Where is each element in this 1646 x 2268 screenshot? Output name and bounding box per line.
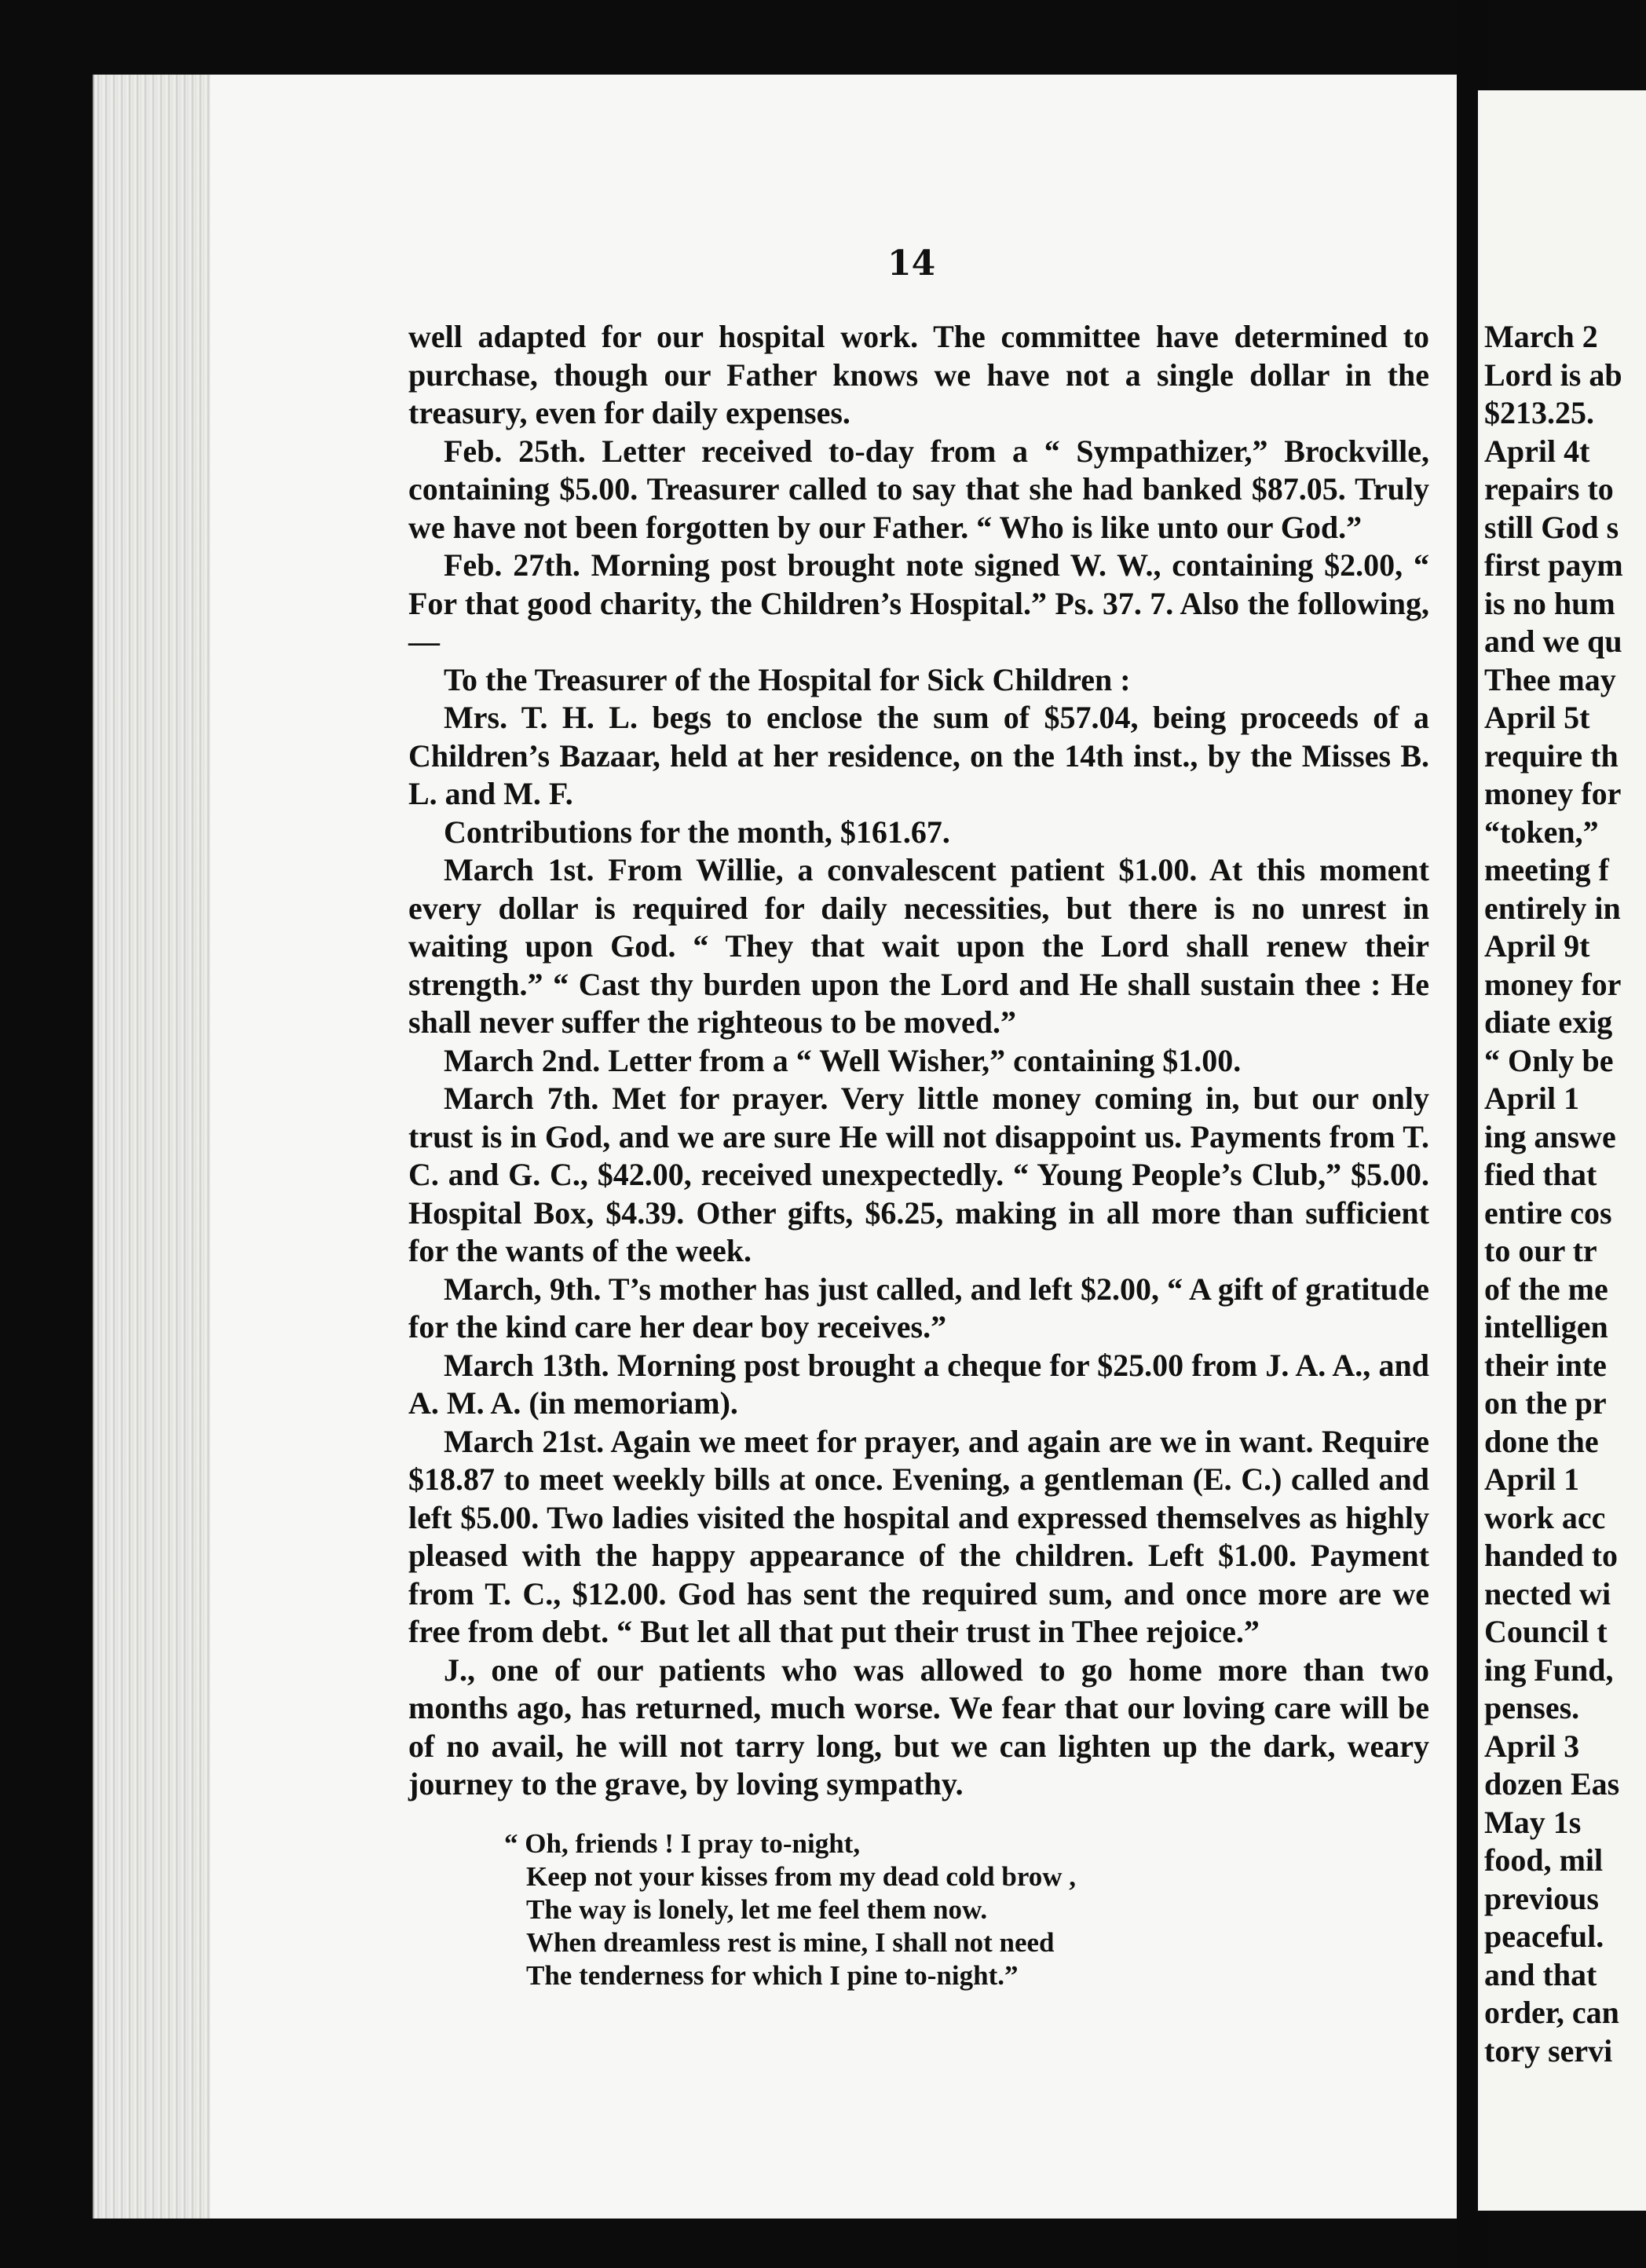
paragraph: March 13th. Morning post brought a cheque for $25.00 from J. A. A., and A. M. A. (in memoriam). <box>408 1347 1429 1421</box>
right-page-line: is no hum <box>1484 585 1615 621</box>
paragraph: J., one of our patients who was allowed to go home more than two months ago, has returned, much worse. We fear that our loving care will be of no avail, he will not tarry long, but we can lighten up the dark, weary journey to the grave, by loving sympathy. <box>408 1652 1429 1802</box>
paragraph: March, 9th. T’s mother has just called, and left $2.00, “ A gift of gratitude for the kind care her dear boy receives.” <box>408 1271 1429 1344</box>
right-page-line: $213.25. <box>1484 395 1594 430</box>
paragraph: Contributions for the month, $161.67. <box>444 814 950 850</box>
right-page-line: on the pr <box>1484 1385 1607 1421</box>
right-page-line: order, can <box>1484 1995 1619 2030</box>
poem <box>408 1827 1429 1992</box>
right-page-line: ing answe <box>1484 1118 1616 1154</box>
paragraph: Mrs. T. H. L. begs to enclose the sum of $57.04, being proceeds of a Children’s Bazaar, held at her residence, on the 14th inst., by the Misses B. L. and M. F. <box>408 700 1429 811</box>
right-page-line: of the me <box>1484 1271 1608 1307</box>
right-page-line: first paym <box>1484 547 1623 583</box>
right-page-line: previous <box>1484 1880 1599 1916</box>
right-page-line: Lord is ab <box>1484 357 1622 393</box>
right-page-line: April 9t <box>1484 928 1590 964</box>
poem-line: The tenderness for which I pine to-night.” <box>526 1959 1019 1991</box>
paragraph: Feb. 27th. Morning post brought note signed W. W., containing $2.00, “ For that good charity, the Children’s Hospital.” Ps. 37. 7. Also the following,— <box>408 547 1429 659</box>
right-page-line: money for <box>1484 966 1622 1002</box>
poem-line: “ Oh, friends ! I pray to-night, <box>504 1827 861 1859</box>
right-page-line: “token,” <box>1484 814 1599 850</box>
right-page-line: April 3 <box>1484 1728 1580 1764</box>
poem-line: When dreamless rest is mine, I shall not need <box>526 1926 1055 1958</box>
right-page-line: repairs to <box>1484 471 1614 507</box>
right-page-line: still God s <box>1484 509 1619 545</box>
right-page-line: tory servi <box>1484 2032 1613 2069</box>
right-page-line: money for <box>1484 776 1622 811</box>
right-page-line: done the <box>1484 1423 1599 1459</box>
paragraph: March 2nd. Letter from a “ Well Wisher,” containing $1.00. <box>444 1042 1242 1078</box>
right-page-line: handed to <box>1484 1538 1619 1573</box>
right-page-line: dozen Eas <box>1484 1766 1620 1802</box>
right-page-line: require th <box>1484 737 1619 774</box>
paragraph: March 7th. Met for prayer. Very little money coming in, but our only trust is in God, and we are sure He will not disappoint us. Payments from T. C. and G. C., $42.00, received unexpectedly. “ Young People’s Club,” $5.00. Hospital Box, $4.39. Other gifts, $6.25, making in all more than sufficient for the wants of the week. <box>408 1081 1429 1268</box>
main-text-column <box>408 318 1429 1992</box>
right-page-line: intelligen <box>1484 1309 1608 1344</box>
paragraph: March 1st. From Willie, a convalescent patient $1.00. At this moment every dollar is required for daily necessities, but there is no unrest in waiting upon God. “ They that wait upon the Lord shall renew their strength.” “ Cast thy burden upon the Lord and He shall sustain thee : He shall never suffer the righteous to be moved.” <box>408 852 1429 1040</box>
right-page-line: penses. <box>1484 1690 1580 1725</box>
right-page-line: May 1s <box>1484 1804 1582 1840</box>
right-page-line: entirely in <box>1484 890 1621 926</box>
page-edge-strips <box>93 75 210 2219</box>
right-page-line: Thee may <box>1484 661 1616 697</box>
right-page-line: food, mil <box>1484 1842 1604 1878</box>
right-page-line: April 1 <box>1484 1461 1580 1497</box>
poem-line: Keep not your kisses from my dead cold brow , <box>526 1860 1077 1892</box>
right-page-line: April 1 <box>1484 1081 1580 1116</box>
right-page-line: meeting f <box>1484 852 1609 887</box>
paragraph: To the Treasurer of the Hospital for Sick Children : <box>444 661 1131 697</box>
right-page-line: their inte <box>1484 1347 1607 1383</box>
right-page-text <box>1484 318 1646 2070</box>
paragraph: March 21st. Again we meet for prayer, and again are we in want. Require $18.87 to meet weekly bills at once. Evening, a gentleman (E. C.) called and left $5.00. Two ladies visited the hospital and expressed themselves as highly pleased with the happy appearance of the children. Left $1.00. Payment from T. C., $12.00. God has sent the required sum, and once more are we free from debt. “ But let all that put their trust in Thee rejoice.” <box>408 1423 1429 1649</box>
right-page-line: “ Only be <box>1484 1042 1614 1078</box>
page-number: 14 <box>887 243 936 284</box>
right-page-line: April 4t <box>1484 433 1590 469</box>
right-page-line: March 2 <box>1484 319 1598 354</box>
right-page-line: diate exig <box>1484 1004 1613 1040</box>
right-page-line: and that <box>1484 1956 1597 1992</box>
right-page-line: nected wi <box>1484 1575 1611 1611</box>
paragraph: well adapted for our hospital work. The committee have determined to purchase, though our Father knows we have not a single dollar in the treasury, even for daily expenses. <box>408 319 1429 430</box>
poem-line: The way is lonely, let me feel them now. <box>526 1893 988 1925</box>
right-page-line: work acc <box>1484 1499 1606 1535</box>
right-page-line: entire cos <box>1484 1194 1612 1231</box>
paragraph: Feb. 25th. Letter received to-day from a “ Sympathizer,” Brockville, containing $5.00. Treasurer called to say that she had banked $87.05. Truly we have not been forgotten by our Father. “ Who is like unto our God.” <box>408 433 1429 545</box>
right-page-line: fied that <box>1484 1157 1597 1192</box>
right-page-line: ing Fund, <box>1484 1652 1614 1688</box>
right-page-line: Council t <box>1484 1614 1608 1649</box>
right-page-line: and we qu <box>1484 624 1622 659</box>
right-page-line: peaceful. <box>1484 1919 1604 1954</box>
right-page-line: April 5t <box>1484 700 1590 735</box>
right-page-line: to our tr <box>1484 1233 1597 1268</box>
